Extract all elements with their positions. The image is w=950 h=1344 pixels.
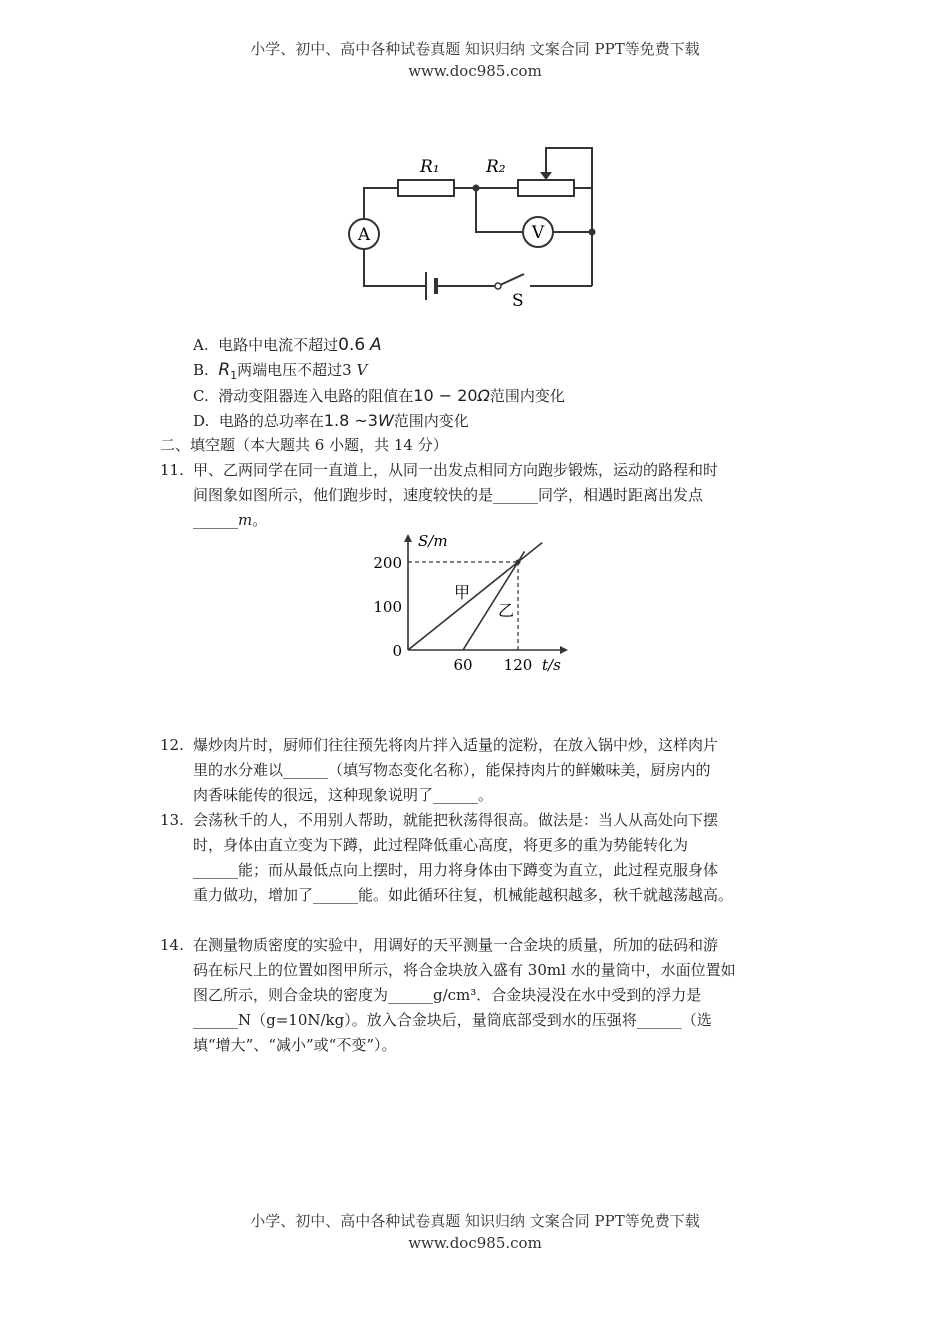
q13-line2: 时，身体由直立变为下蹲，此过程降低重心高度，将更多的重为势能转化为 (193, 836, 689, 854)
q13-line1: 会荡秋千的人，不用别人帮助，就能把秋荡得很高。做法是：当人从高处向下摆 (193, 811, 719, 829)
q11-line2: 间图象如图所示，他们跑步时，速度较快的是______同学，相遇时距离出发点 (193, 486, 704, 504)
footer-banner: 小学、初中、高中各种试卷真题 知识归纳 文案合同 PPT等免费下载 (250, 1212, 700, 1230)
wire-voltmeter-left (476, 188, 522, 232)
q11-number: 11. (160, 461, 184, 479)
resistor-r1 (398, 180, 454, 196)
r2-label: R₂ (486, 157, 506, 177)
series-jia-line (408, 543, 542, 650)
y-tick-0: 0 (392, 642, 402, 660)
label-jia: 甲 (454, 583, 471, 602)
footer-url[interactable]: www.doc985.com (408, 1234, 542, 1252)
x-axis-arrow (560, 646, 568, 654)
slider-wire (546, 148, 592, 188)
ammeter-label: A (357, 225, 371, 245)
x-axis-label: t/s (542, 656, 561, 674)
junction-dot-1 (473, 185, 480, 192)
q11-line3: ______m。 (193, 511, 268, 529)
q12-number: 12. (160, 736, 184, 754)
r1-label: R₁ (420, 157, 440, 177)
switch-blade (498, 274, 524, 286)
switch-label: S (512, 291, 524, 311)
wire-bottom-left (364, 249, 426, 286)
wire-top-left (364, 188, 398, 218)
q12-line2: 里的水分难以______（填写物态变化名称），能保持肉片的鲜嫩味美，厨房内的 (193, 761, 711, 779)
label-yi: 乙 (498, 601, 515, 620)
y-tick-100: 100 (373, 598, 402, 616)
option-b[interactable]: B. $R_1$两端电压不超过3 V (193, 360, 368, 382)
q12-line1: 爆炒肉片时，厨师们往往预先将肉片拌入适量的淀粉，在放入锅中炒，这样肉片 (193, 736, 719, 754)
series-yi-line (463, 551, 525, 650)
x-tick-60: 60 (453, 656, 473, 674)
junction-dot-2 (589, 229, 596, 236)
switch-pivot (495, 283, 501, 289)
header-banner: 小学、初中、高中各种试卷真题 知识归纳 文案合同 PPT等免费下载 (250, 40, 700, 58)
q11-line1: 甲、乙两同学在同一直道上，从同一出发点相同方向跑步锻炼，运动的路程和时 (193, 461, 719, 479)
section-heading: 二、填空题（本大题共 6 小题，共 14 分） (160, 436, 448, 454)
x-tick-120: 120 (503, 656, 533, 674)
q14-line5: 填“增大”、“减小”或“不变”）。 (193, 1036, 397, 1054)
circuit-diagram (340, 138, 610, 316)
q14-line2: 码在标尺上的位置如图甲所示，将合金块放入盛有 30ml 水的量筒中，水面位置如 (193, 961, 736, 979)
q14-line3: 图乙所示，则合金块的密度为______g/cm³．合金块浸没在水中受到的浮力是 (193, 986, 702, 1004)
q14-number: 14. (160, 936, 184, 954)
y-axis-label: S/m (418, 532, 448, 550)
header-url[interactable]: www.doc985.com (408, 62, 542, 80)
resistor-r2 (518, 180, 574, 196)
q13-line4: 重力做功，增加了______能。如此循环往复，机械能越积越多，秋千就越荡越高。 (193, 886, 734, 904)
q13-line3: ______能；而从最低点向上摆时，用力将身体由下蹲变为直立，此过程克服身体 (193, 861, 719, 879)
q14-line1: 在测量物质密度的实验中，用调好的天平测量一合金块的质量，所加的砝码和游 (193, 936, 719, 954)
option-d[interactable]: D. 电路的总功率在1.8 ~3W范围内变化 (193, 411, 469, 430)
q12-line3: 肉香味能传的很远，这种现象说明了______。 (193, 786, 494, 804)
q14-line4: ______N（g=10N/kg）。放入合金块后，量筒底部受到水的压强将______（选 (193, 1011, 712, 1029)
wire-right (574, 188, 592, 286)
slider-arrow (540, 172, 552, 180)
meeting-point (516, 560, 521, 565)
q13-number: 13. (160, 811, 184, 829)
voltmeter-label: V (531, 223, 545, 243)
y-axis-arrow (404, 534, 412, 542)
option-c[interactable]: C. 滑动变阻器连入电路的阻值在10 − 20Ω范围内变化 (193, 386, 565, 405)
option-a[interactable]: A. 电路中电流不超过0.6 A (193, 335, 382, 355)
distance-time-graph (362, 532, 584, 680)
y-tick-200: 200 (373, 554, 402, 572)
